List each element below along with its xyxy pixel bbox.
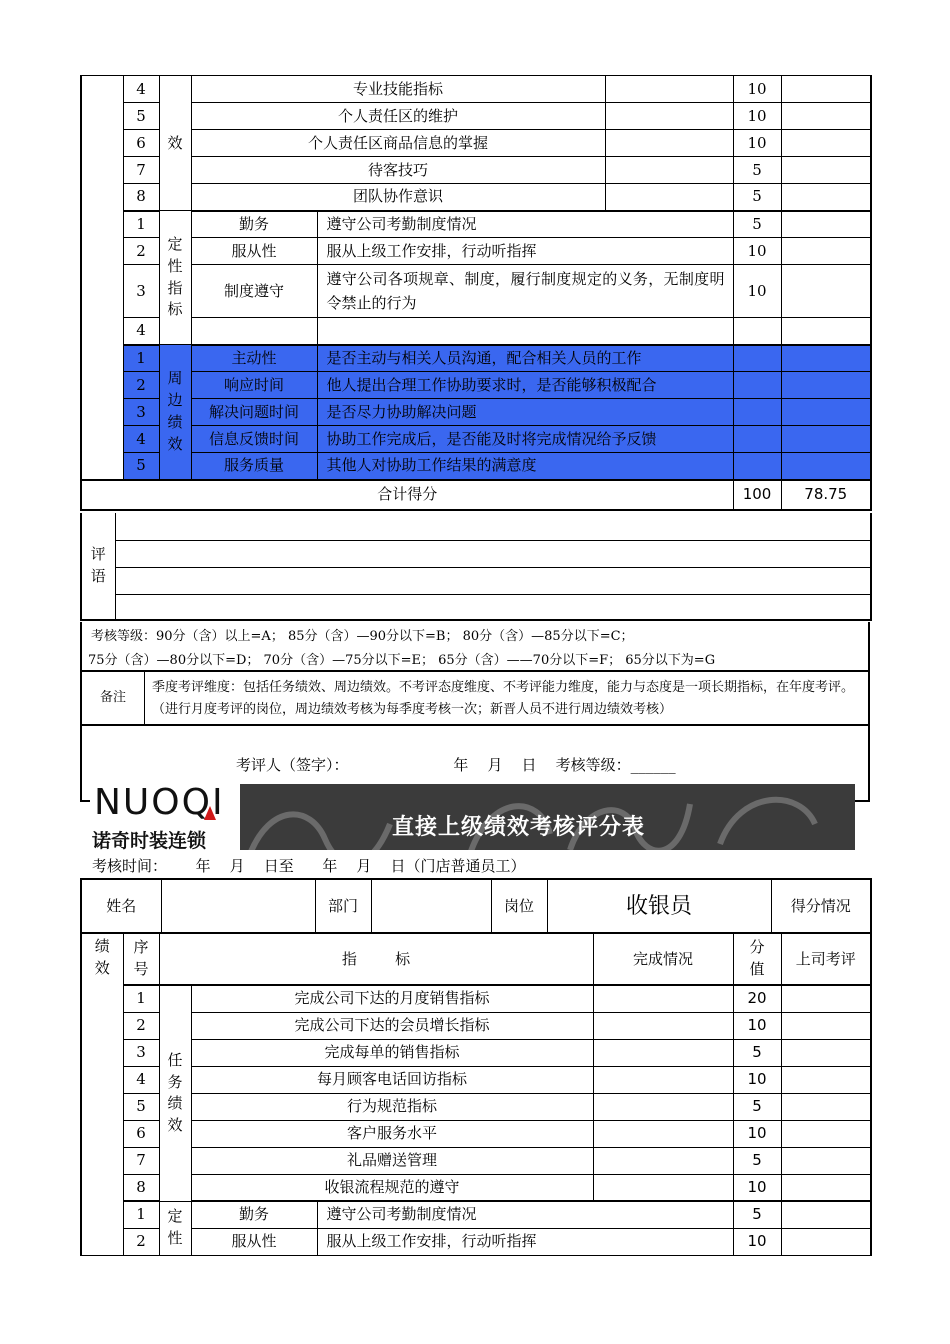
total-max: 100 [733,480,781,510]
score-value: 10 [733,76,781,103]
score-value: 5 [733,211,781,238]
comment-line[interactable] [115,594,871,620]
row-number: 8 [123,1174,159,1201]
score-value: 5 [733,1093,781,1120]
review-cell[interactable] [781,1093,871,1120]
row-number: 4 [123,426,159,453]
review-cell[interactable] [781,985,871,1012]
review-cell[interactable] [781,130,871,157]
row-number: 5 [123,103,159,130]
score-value: 10 [733,103,781,130]
score-value: 5 [733,1039,781,1066]
indicator-name: 完成每单的销售指标 [191,1039,593,1066]
indicator-name: 团队协作意识 [191,184,605,211]
qualitative-label: 定 性 [159,1201,191,1255]
review-cell[interactable] [781,426,871,453]
review-cell[interactable] [781,372,871,399]
total-label: 合计得分 [81,480,733,510]
indicator-name: 个人责任区商品信息的掌握 [191,130,605,157]
row-number: 3 [123,399,159,426]
peripheral-item: 解决问题时间 [191,399,317,426]
completion-cell[interactable] [593,985,733,1012]
review-cell[interactable] [781,1201,871,1228]
indicator-name: 待客技巧 [191,157,605,184]
peripheral-item: 信息反馈时间 [191,426,317,453]
indicator-name: 每月顾客电话回访指标 [191,1066,593,1093]
grade-line-1: 考核等级：90分（含）以上=A； 85分（含）—90分以下=B； 80分（含）—85分以下=C； [91,629,634,644]
row-number: 4 [123,1066,159,1093]
grade-notes [80,622,870,672]
completion-cell[interactable] [593,1012,733,1039]
qualitative-desc [317,318,733,345]
indicator-name: 专业技能指标 [191,76,605,103]
review-cell[interactable] [781,318,871,345]
score-value: 5 [733,1201,781,1228]
peripheral-desc: 协助工作完成后，是否能及时将完成情况给予反馈 [317,426,733,453]
row-number: 7 [123,1147,159,1174]
score-cell [733,453,781,480]
review-cell[interactable] [781,76,871,103]
peripheral-desc: 他人提出合理工作协助要求时，是否能够积极配合 [317,372,733,399]
score-value: 10 [733,1012,781,1039]
row-number: 6 [123,130,159,157]
name-field[interactable] [161,879,315,933]
qualitative-desc: 服从上级工作安排，行动听指挥 [317,1228,733,1255]
score-value: 5 [733,157,781,184]
completion-cell[interactable] [605,157,733,184]
score-cell [733,345,781,372]
logo-triangle-icon [204,806,216,820]
indicator-name: 礼品赠送管理 [191,1147,593,1174]
qualitative-desc: 遵守公司考勤制度情况 [317,211,733,238]
top-appraisal-table [80,75,872,511]
review-cell[interactable] [781,211,871,238]
row-number: 4 [123,318,159,345]
score-cell [733,426,781,453]
score-value [733,318,781,345]
remark-text: 季度考评维度：包括任务绩效、周边绩效。不考评态度维度、不考评能力维度，能力与态度是一项长期指标，在年度考评。（进行月度考评的岗位，周边绩效考核为每季度考核一次；新晋人员不进行周边绩效考核） [152,680,855,717]
logo-text: NUOQI [94,782,225,823]
indicator-name: 完成公司下达的会员增长指标 [191,1012,593,1039]
comment-line[interactable] [115,513,871,540]
row-number: 2 [123,1012,159,1039]
score-value: 20 [733,985,781,1012]
score-value: 10 [733,265,781,318]
review-cell[interactable] [781,1039,871,1066]
row-number: 5 [123,1093,159,1120]
post-value: 收银员 [547,879,771,933]
completion-cell[interactable] [605,184,733,211]
row-number: 1 [123,211,159,238]
post-label: 岗位 [491,879,547,933]
indicator-name: 完成公司下达的月度销售指标 [191,985,593,1012]
name-label: 姓名 [81,879,161,933]
completion-cell[interactable] [593,1120,733,1147]
review-cell[interactable] [781,1120,871,1147]
qualitative-desc: 遵守公司考勤制度情况 [317,1201,733,1228]
score-status-label: 得分情况 [771,879,871,933]
peripheral-desc: 是否尽力协助解决问题 [317,399,733,426]
review-header: 上司考评 [781,933,871,985]
review-cell[interactable] [781,238,871,265]
qualitative-item: 勤务 [191,1201,317,1228]
indicator-name: 行为规范指标 [191,1093,593,1120]
nuoqi-logo [90,782,240,852]
peripheral-item: 服务质量 [191,453,317,480]
form-title: 直接上级绩效考核评分表 [392,815,646,840]
review-cell[interactable] [781,1066,871,1093]
completion-cell[interactable] [593,1066,733,1093]
completion-cell[interactable] [593,1147,733,1174]
review-cell[interactable] [781,1174,871,1201]
review-cell[interactable] [781,265,871,318]
qualitative-item: 勤务 [191,211,317,238]
row-number: 8 [123,184,159,211]
task-label: 任 务 绩 效 [159,985,191,1201]
completion-cell[interactable] [593,1093,733,1120]
qualitative-item: 制度遵守 [191,265,317,318]
bottom-appraisal-table [80,932,872,1256]
perf-column-cell [81,76,123,480]
effect-label: 效 [159,76,191,211]
completion-header: 完成情况 [593,933,733,985]
indicator-header: 指 标 [159,933,593,985]
logo-chinese-text: 诺奇时装连锁 [92,830,207,852]
comment-label: 评 语 [81,513,115,620]
review-cell[interactable] [781,1012,871,1039]
row-number: 1 [123,985,159,1012]
review-cell[interactable] [781,399,871,426]
review-cell[interactable] [781,103,871,130]
row-number: 7 [123,157,159,184]
peripheral-desc: 是否主动与相关人员沟通，配合相关人员的工作 [317,345,733,372]
completion-cell[interactable] [593,1039,733,1066]
qualitative-desc: 服从上级工作安排，行动听指挥 [317,238,733,265]
row-number: 2 [123,238,159,265]
review-cell[interactable] [781,345,871,372]
row-number: 3 [123,1039,159,1066]
row-number: 4 [123,76,159,103]
score-cell [733,399,781,426]
completion-cell[interactable] [593,1174,733,1201]
score-value: 10 [733,238,781,265]
score-value: 10 [733,130,781,157]
score-value: 10 [733,1174,781,1201]
comment-line[interactable] [115,540,871,567]
total-score: 78.75 [781,480,871,510]
peripheral-label: 周 边 绩 效 [159,345,191,480]
completion-cell[interactable] [605,76,733,103]
review-cell[interactable] [781,453,871,480]
comment-table [80,513,872,621]
seq-header: 序 号 [123,933,159,985]
row-number: 2 [123,372,159,399]
row-number: 1 [123,345,159,372]
indicator-name: 客户服务水平 [191,1120,593,1147]
peripheral-desc: 其他人对协助工作结果的满意度 [317,453,733,480]
employee-info-table [80,878,872,934]
completion-cell[interactable] [605,130,733,157]
score-value: 5 [733,184,781,211]
remark-block [80,672,870,726]
title-banner [240,784,855,850]
review-cell[interactable] [781,184,871,211]
row-number: 2 [123,1228,159,1255]
dept-label: 部门 [315,879,371,933]
row-number: 1 [123,1201,159,1228]
peripheral-item: 响应时间 [191,372,317,399]
qualitative-desc: 遵守公司各项规章、制度，履行制度规定的义务，无制度明令禁止的行为 [317,265,733,318]
remark-label: 备注 [82,672,145,724]
score-value: 10 [733,1066,781,1093]
review-cell[interactable] [781,157,871,184]
peripheral-item: 主动性 [191,345,317,372]
qualitative-label: 定 性 指 标 [159,211,191,345]
row-number: 5 [123,453,159,480]
row-number: 6 [123,1120,159,1147]
score-value: 10 [733,1228,781,1255]
indicator-name: 个人责任区的维护 [191,103,605,130]
review-cell[interactable] [781,1228,871,1255]
score-cell [733,372,781,399]
comment-line[interactable] [115,567,871,594]
score-header: 分 值 [733,933,781,985]
grade-line-2: 75分（含）—80分以下=D； 70分（含）—75分以下=E； 65分（含）——70分以下=F； 65分以下为=G [88,653,716,668]
row-number: 3 [123,265,159,318]
score-value: 10 [733,1120,781,1147]
signature-line: 考评人（签字）： 年 月 日 考核等级：______ [236,756,676,774]
qualitative-item: 服从性 [191,238,317,265]
score-value: 5 [733,1147,781,1174]
qualitative-item: 服从性 [191,1228,317,1255]
indicator-name: 收银流程规范的遵守 [191,1174,593,1201]
perf-header: 绩 效 [81,933,123,1255]
qualitative-item [191,318,317,345]
assessment-period: 考核时间： 年 月 日至 年 月 日（门店普通员工） [92,857,526,875]
completion-cell[interactable] [605,103,733,130]
review-cell[interactable] [781,1147,871,1174]
dept-field[interactable] [371,879,491,933]
